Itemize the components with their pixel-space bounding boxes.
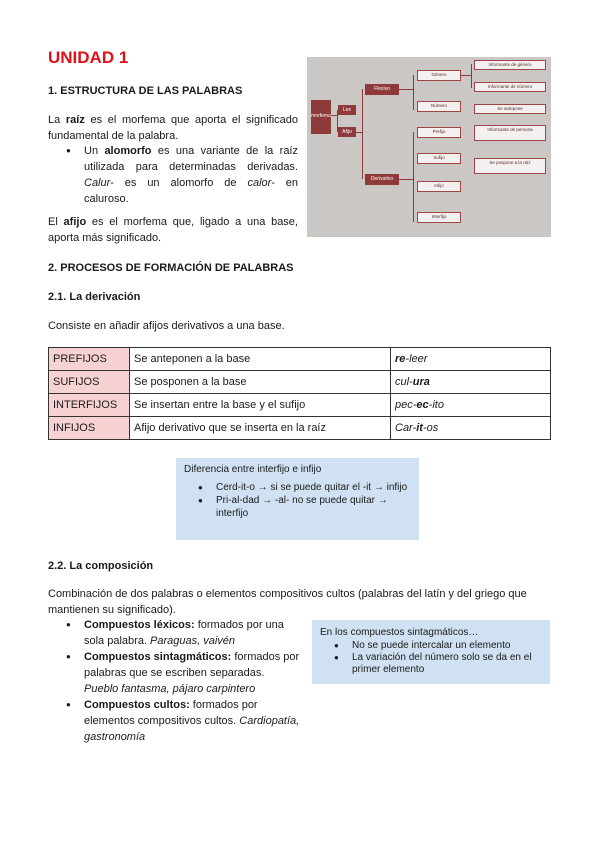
- diagram-sufijo: Sufijo: [417, 153, 461, 164]
- section2-heading: 2. PROCESOS DE FORMACIÓN DE PALABRAS: [48, 262, 294, 274]
- sintagmaticos-box: [312, 620, 550, 684]
- alomorfo-end: en caluroso.: [84, 177, 298, 205]
- raiz-paragraph: [48, 112, 298, 144]
- diagram-lex: Lex: [338, 105, 356, 115]
- table-row: [49, 371, 551, 394]
- composicion-intro: Combinación de dos palabras o elementos compositivos cultos (palabras del latín y del griego que mantienen su significado).: [48, 588, 527, 616]
- diagram-desc1: Informante de género: [474, 60, 546, 70]
- diagram-derivativo: Derivativo: [365, 174, 399, 185]
- diagram-desc5: Se pospone a la raíz: [474, 158, 546, 174]
- box2-list: [320, 640, 542, 676]
- diagram-genero: Género: [417, 70, 461, 81]
- composicion-heading: 2.2. La composición: [48, 560, 154, 572]
- alomorfo-ex1: Calur-: [84, 177, 114, 189]
- diagram-numero: Número: [417, 101, 461, 112]
- compuesto-example: Cardiopatía, gastronomía: [84, 715, 300, 743]
- compuesto-term: Compuestos cultos:: [84, 699, 190, 711]
- interfijo-infijo-box: [176, 458, 419, 540]
- diagram-desc3: Se antepone: [474, 104, 546, 114]
- example-bold: it: [416, 422, 423, 434]
- box1-title: Diferencia entre interfijo e infijo: [184, 464, 322, 475]
- example-pre: cul-: [395, 376, 413, 388]
- alomorfo-ex2: calor-: [247, 177, 275, 189]
- example-pre: pec-: [395, 399, 417, 411]
- compuesto-def: formados por palabras que se escriben separadas.: [84, 651, 300, 679]
- table-cell-type: INTERFIJOS: [49, 394, 130, 417]
- box2-title: En los compuestos sintagmáticos…: [320, 627, 479, 638]
- compuesto-example: Paraguas, vaivén: [150, 635, 236, 647]
- list-item: [66, 697, 304, 745]
- table-cell-type: INFIJOS: [49, 417, 130, 440]
- table-cell-example: [391, 371, 551, 394]
- diagram-infijo: Infijo: [417, 181, 461, 192]
- morphology-diagram: [307, 57, 551, 237]
- afijo-def: es el morfema que, ligado a una base, aporta más significado.: [48, 216, 298, 244]
- compuesto-example: Pueblo fantasma, pájaro carpintero: [84, 683, 256, 695]
- table-cell-example: [391, 348, 551, 371]
- alomorfo-pre: Un: [84, 145, 105, 157]
- derivacion-heading: 2.1. La derivación: [48, 291, 141, 303]
- list-item: [66, 649, 304, 697]
- table-cell-desc: Se anteponen a la base: [130, 348, 391, 371]
- raiz-term: raíz: [65, 114, 85, 126]
- compuesto-def: formados por una sola palabra.: [84, 619, 284, 647]
- alomorfo-mid: es un alomorfo de: [113, 177, 248, 189]
- page-title: UNIDAD 1: [48, 48, 129, 67]
- example-pre: Car-: [395, 422, 417, 434]
- box1-list: [184, 481, 411, 520]
- diagram-desc2: Informante de número: [474, 82, 546, 92]
- table-row: [49, 417, 551, 440]
- table-cell-desc: Se insertan entre la base y el sufijo: [130, 394, 391, 417]
- raiz-def: es el morfema que aporta el significado fundamental de la palabra.: [48, 114, 298, 142]
- table-cell-example: [391, 394, 551, 417]
- diagram-prefijo: Prefijo: [417, 127, 461, 138]
- table-cell-desc: Se posponen a la base: [130, 371, 391, 394]
- list-item: [66, 617, 304, 649]
- diagram-desc4: Informante de persona: [474, 125, 546, 141]
- afijo-paragraph: [48, 214, 298, 246]
- example-bold: ura: [412, 376, 430, 388]
- example-rest: -os: [422, 422, 439, 434]
- compuesto-term: Compuestos léxicos:: [84, 619, 195, 631]
- table-cell-example: [391, 417, 551, 440]
- compuesto-term: Compuestos sintagmáticos:: [84, 651, 232, 663]
- example-bold: ec: [416, 399, 429, 411]
- table-row: [49, 348, 551, 371]
- example-rest: -ito: [428, 399, 444, 411]
- diagram-afijo: Afijo: [338, 127, 356, 137]
- example-rest: -leer: [405, 353, 428, 365]
- alomorfo-def: es una variante de la raíz utilizada para determinadas derivadas.: [84, 145, 298, 173]
- section1-heading: 1. ESTRUCTURA DE LAS PALABRAS: [48, 85, 243, 97]
- example-bold: re: [395, 353, 406, 365]
- afijos-table: [48, 347, 551, 440]
- table-cell-type: SUFIJOS: [49, 371, 130, 394]
- list-item: ● La variación del número solo se da en el primer elemento: [334, 652, 542, 676]
- diagram-interfijo: Interfijo: [417, 212, 461, 223]
- table-row: [49, 394, 551, 417]
- diagram-flexivo: Flexivo: [365, 84, 399, 95]
- afijo-pre: El: [48, 216, 64, 228]
- compuesto-def: formados por elementos compositivos cultos.: [84, 699, 258, 727]
- diagram-root: morfema: [311, 100, 331, 134]
- alomorfo-item: [66, 143, 298, 207]
- derivacion-intro: Consiste en añadir afijos derivativos a una base.: [48, 320, 285, 332]
- alomorfo-list: [66, 143, 298, 207]
- compuestos-list: [66, 617, 304, 745]
- list-item: ● Cerd-it-o → si se puede quitar el -it → infijo: [198, 481, 411, 494]
- list-item: ● No se puede intercalar un elemento: [334, 640, 542, 652]
- table-cell-type: PREFIJOS: [49, 348, 130, 371]
- list-item: ● Pri-al-dad → -al- no se puede quitar → interfijo: [198, 494, 411, 520]
- alomorfo-term: alomorfo: [104, 145, 152, 157]
- afijo-term: afijo: [63, 216, 87, 228]
- raiz-pre: La: [48, 114, 66, 126]
- table-cell-desc: Afijo derivativo que se inserta en la raíz: [130, 417, 391, 440]
